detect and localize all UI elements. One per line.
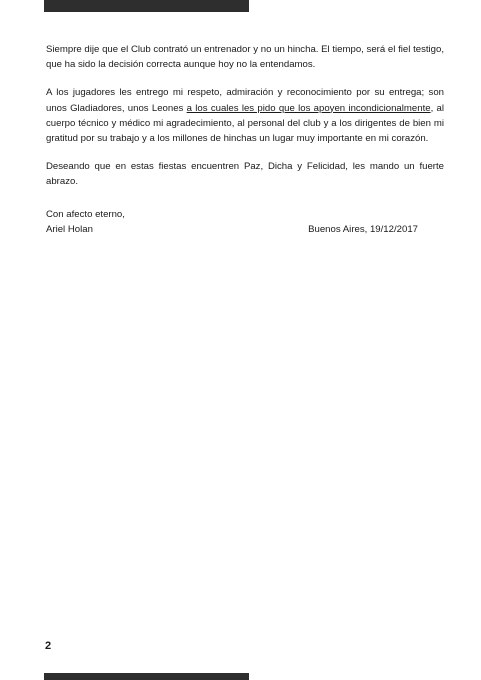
closing-block	[46, 207, 444, 237]
top-decorative-bar	[44, 0, 249, 12]
closing-line: Con afecto eterno,	[46, 208, 125, 220]
paragraph-players-text-start: A los jugadores les entrego mi respeto, admiración y reconocimiento por su entrega; son unos Gladiadores, unos Leones	[46, 87, 444, 114]
place-date: Buenos Aires, 19/12/2017	[308, 223, 418, 235]
bottom-decorative-bar	[44, 673, 249, 680]
paragraph-holiday-wishes: Deseando que en estas fiestas encuentren Paz, Dicha y Felicidad, les mando un fuerte abrazo.	[46, 161, 444, 188]
paragraph-club-decision: Siempre dije que el Club contrató un entrenador y no un hincha. El tiempo, será el fiel testigo, que ha sido la decisión correcta aunque hoy no la entendamos.	[46, 44, 444, 71]
signature-name: Ariel Holan	[46, 223, 93, 235]
paragraph-players-thanks	[46, 85, 444, 146]
letter-body	[46, 42, 444, 237]
underlined-support-request: a los cuales les pido que los apoyen incondicionalmente	[186, 102, 431, 114]
page-number: 2	[45, 640, 52, 652]
paragraph-players-text-end: , al cuerpo técnico y médico mi agradecimiento, al personal del club y a los dirigentes de bien mi gratitud por su trabajo y a los millones de hinchas un lugar muy importante en mi corazón.	[46, 102, 444, 145]
signature-row	[46, 222, 418, 237]
